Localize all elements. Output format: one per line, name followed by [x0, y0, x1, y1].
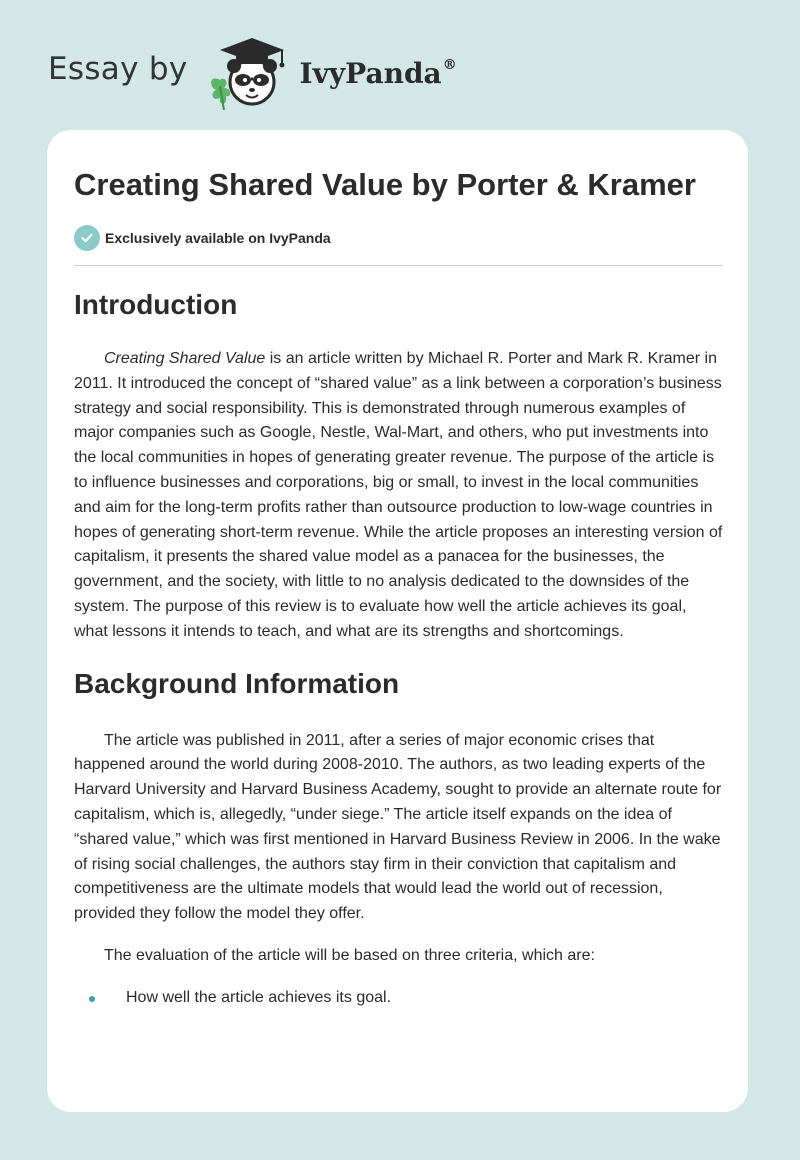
divider [74, 265, 723, 266]
essay-card [47, 130, 748, 1112]
exclusive-badge [74, 225, 723, 251]
panda-graduation-cap-logo-icon [202, 34, 294, 110]
registered-mark: ® [442, 56, 457, 73]
brand-name: IvyPanda® [299, 56, 457, 90]
essay-title: Creating Shared Value by Porter & Kramer [74, 167, 696, 202]
article-title-italic: Creating Shared Value [104, 350, 266, 367]
list-item: How well the article achieves its goal. [74, 986, 723, 1011]
criteria-list [74, 986, 723, 1011]
section-heading-background: Background Information [74, 667, 400, 699]
section-heading-introduction: Introduction [74, 289, 238, 320]
site-header [48, 34, 457, 110]
exclusive-label: Exclusively available on IvyPanda [105, 230, 331, 246]
bullet-icon [89, 996, 95, 1002]
background-paragraph: The article was published in 2011, after a series of major economic crises that happened around the world during 2008-2010. The authors, as two leading experts of the Harvard University and Harvard Business Academy, sought to provide an alternate route for capitalism, which is, allegedly, “under siege.” The article itself expands on the idea of “shared value,” which was first mentioned in Harvard Business Review in 2006. In the wake of rising social challenges, the authors stay firm in their conviction that capitalism and competitiveness are the ultimate models that would lead the world out of recession, provided they follow the model they offer. [74, 731, 722, 923]
essay-by-label: Essay by [48, 51, 188, 87]
evaluation-criteria-paragraph: The evaluation of the article will be based on three criteria, which are: [104, 946, 595, 964]
check-circle-icon [74, 225, 100, 251]
introduction-paragraph: Creating Shared Value is an article written by Michael R. Porter and Mark R. Kramer in 2011. It introduced the concept of “shared value” as a link between a corporation’s business strategy and social responsibility. This is demonstrated through numerous examples of major companies such as Google, Nestle, Wal-Mart, and others, who put investments into the local communities in hopes of generating greater revenue. The purpose of the article is to influence businesses and corporations, big or small, to invest in the local communities and aim for the long-term profits rather than outsource production to low-wage countries in hopes of generating short-term revenue. While the article proposes an interesting version of capitalism, it presents the shared value model as a panacea for the businesses, the government, and the society, with little to no analysis dedicated to the downsides of the system. The purpose of this review is to evaluate how well the article achieves its goal, what lessons it intends to teach, and what are its strengths and shortcomings. [74, 350, 723, 640]
